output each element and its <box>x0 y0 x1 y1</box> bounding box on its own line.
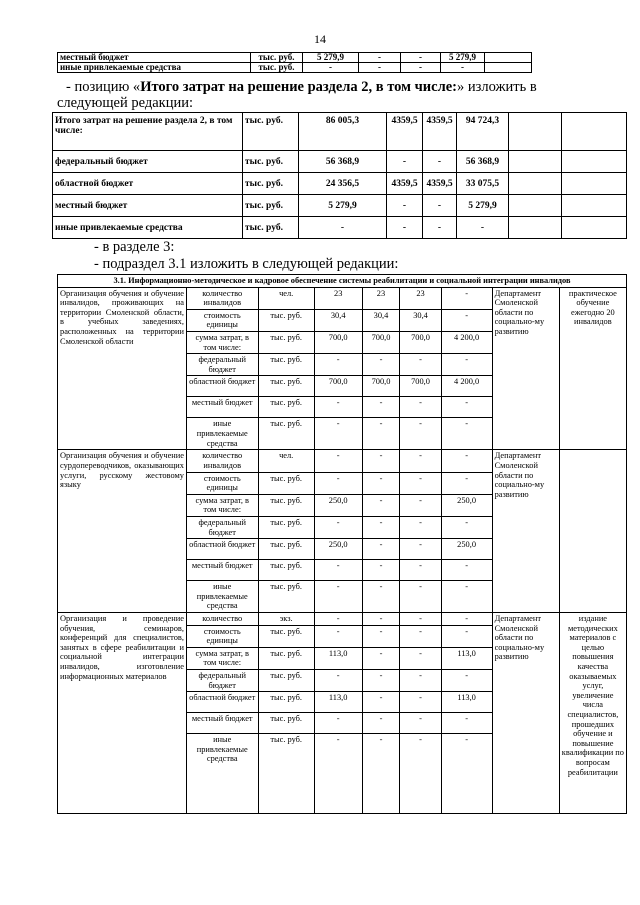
value-cell: - <box>314 450 362 472</box>
section-header: 3.1. Информационно-методическое и кадровое обеспечение системы реабилитации и социальной интеграции инвалидов <box>58 275 627 288</box>
empty-cell <box>509 113 562 151</box>
value-cell: - <box>314 734 362 814</box>
indicator-cell: количество инвалидов <box>186 287 258 309</box>
value-cell: - <box>400 647 441 669</box>
value-cell: 5 279,9 <box>441 53 485 63</box>
value-cell: - <box>441 516 492 538</box>
value-cell: 113,0 <box>314 647 362 669</box>
indicator-cell: стоимость единицы <box>186 625 258 647</box>
result-cell: издание методических материалов с целью повышения качества оказываемых услуг, увеличение числа специалистов, прошедших обучение и повышение квалификации по вопросам реабилитации <box>559 613 626 814</box>
value-cell: - <box>362 354 400 376</box>
value-cell: 700,0 <box>362 376 400 397</box>
empty-cell <box>509 173 562 195</box>
value-cell: - <box>314 418 362 450</box>
value-cell: 700,0 <box>400 331 441 353</box>
unit-cell: тыс. руб. <box>258 734 314 814</box>
value-cell: - <box>441 309 492 331</box>
value-cell: - <box>400 539 441 560</box>
value-cell: - <box>441 734 492 814</box>
empty-cell <box>562 217 627 239</box>
value-cell: - <box>401 53 441 63</box>
value-cell: - <box>400 581 441 613</box>
value-cell: - <box>423 151 457 173</box>
value-cell: - <box>400 560 441 581</box>
row-label: Итого затрат на решение раздела 2, в том числе: <box>53 113 243 151</box>
value-cell: - <box>400 625 441 647</box>
activity-name: Организация обучения и обучение сурдопереводчиков, оказывающих услуги, русскому жестовому языку <box>58 450 187 613</box>
indicator-cell: стоимость единицы <box>186 309 258 331</box>
unit-cell: тыс. руб. <box>258 692 314 713</box>
value-cell: 23 <box>362 287 400 309</box>
unit-cell: чел. <box>258 450 314 472</box>
empty-cell <box>562 151 627 173</box>
indicator-cell: количество инвалидов <box>186 450 258 472</box>
empty-cell <box>509 151 562 173</box>
value-cell: 4359,5 <box>387 173 423 195</box>
value-cell: - <box>441 613 492 626</box>
value-cell: 113,0 <box>441 647 492 669</box>
unit-cell: тыс. руб. <box>258 397 314 418</box>
value-cell: 94 724,3 <box>457 113 509 151</box>
value-cell: - <box>423 195 457 217</box>
value-cell: - <box>400 354 441 376</box>
indicator-cell: сумма затрат, в том числе: <box>186 331 258 353</box>
value-cell: 700,0 <box>400 376 441 397</box>
value-cell: 5 279,9 <box>299 195 387 217</box>
indicator-cell: иные привлекаемые средства <box>186 418 258 450</box>
unit-cell: тыс. руб. <box>258 647 314 669</box>
result-cell <box>559 450 626 613</box>
value-cell: 30,4 <box>314 309 362 331</box>
indicator-cell: стоимость единицы <box>186 472 258 494</box>
value-cell: - <box>441 287 492 309</box>
indicator-cell: сумма затрат, в том числе: <box>186 494 258 516</box>
value-cell: 30,4 <box>362 309 400 331</box>
unit-cell: тыс. руб. <box>243 113 299 151</box>
row-label: местный бюджет <box>58 53 251 63</box>
value-cell: - <box>362 581 400 613</box>
value-cell: - <box>314 397 362 418</box>
value-cell: - <box>359 63 401 73</box>
section2-totals-table <box>52 112 627 239</box>
activity-name: Организация обучения и обучение инвалидов, проживающих на территории Смоленской области, в учебных заведениях, расположенных на территории Смоленской области <box>58 287 187 450</box>
value-cell: 250,0 <box>314 494 362 516</box>
page-number: 14 <box>314 32 326 46</box>
value-cell: - <box>441 397 492 418</box>
unit-cell: тыс. руб. <box>258 376 314 397</box>
value-cell: - <box>362 397 400 418</box>
executor-cell: Департамент Смоленской области по социально-му развитию <box>492 613 559 814</box>
budget-fragment-table <box>57 52 532 73</box>
value-cell: - <box>387 151 423 173</box>
paragraph-section3: - в разделе 3: <box>94 239 175 255</box>
table-row <box>58 613 627 626</box>
value-cell: - <box>441 560 492 581</box>
value-cell: - <box>387 217 423 239</box>
unit-cell: тыс. руб. <box>243 195 299 217</box>
value-cell: - <box>362 450 400 472</box>
executor-cell: Департамент Смоленской области по социально-му развитию <box>492 287 559 450</box>
section-header-row <box>58 275 627 288</box>
unit-cell: тыс. руб. <box>251 63 303 73</box>
value-cell: 56 368,9 <box>299 151 387 173</box>
indicator-cell: областной бюджет <box>186 692 258 713</box>
empty-cell <box>562 173 627 195</box>
unit-cell: тыс. руб. <box>258 472 314 494</box>
value-cell: - <box>400 713 441 734</box>
table-row <box>58 53 532 63</box>
indicator-cell: количество <box>186 613 258 626</box>
row-label: иные привлекаемые средства <box>53 217 243 239</box>
unit-cell: тыс. руб. <box>258 494 314 516</box>
value-cell: 4359,5 <box>423 173 457 195</box>
value-cell: - <box>362 625 400 647</box>
unit-cell: тыс. руб. <box>258 581 314 613</box>
value-cell: - <box>314 625 362 647</box>
unit-cell: чел. <box>258 287 314 309</box>
table-row <box>53 195 627 217</box>
value-cell: - <box>441 581 492 613</box>
value-cell: - <box>359 53 401 63</box>
paragraph-subsection31: - подраздел 3.1 изложить в следующей редакции: <box>94 256 399 272</box>
value-cell: - <box>362 713 400 734</box>
value-cell: - <box>441 713 492 734</box>
unit-cell: тыс. руб. <box>258 670 314 692</box>
indicator-cell: федеральный бюджет <box>186 354 258 376</box>
value-cell: - <box>400 397 441 418</box>
unit-cell: тыс. руб. <box>258 713 314 734</box>
value-cell: - <box>362 560 400 581</box>
empty-cell <box>509 195 562 217</box>
unit-cell: тыс. руб. <box>243 151 299 173</box>
value-cell: - <box>362 472 400 494</box>
indicator-cell: иные привлекаемые средства <box>186 734 258 814</box>
value-cell: - <box>423 217 457 239</box>
value-cell: - <box>441 472 492 494</box>
value-cell: 86 005,3 <box>299 113 387 151</box>
row-label: местный бюджет <box>53 195 243 217</box>
value-cell: 250,0 <box>441 539 492 560</box>
value-cell: 4359,5 <box>387 113 423 151</box>
indicator-cell: иные привлекаемые средства <box>186 581 258 613</box>
empty-cell <box>562 113 627 151</box>
table-row <box>53 151 627 173</box>
unit-cell: тыс. руб. <box>258 331 314 353</box>
value-cell: - <box>400 613 441 626</box>
unit-cell: тыс. руб. <box>258 516 314 538</box>
value-cell: - <box>314 516 362 538</box>
indicator-cell: областной бюджет <box>186 539 258 560</box>
value-cell: - <box>362 670 400 692</box>
value-cell: 250,0 <box>441 494 492 516</box>
value-cell: - <box>400 418 441 450</box>
value-cell: 113,0 <box>441 692 492 713</box>
unit-cell: тыс. руб. <box>258 625 314 647</box>
table-row <box>58 287 627 309</box>
value-cell: 24 356,5 <box>299 173 387 195</box>
value-cell: - <box>400 472 441 494</box>
value-cell: - <box>400 734 441 814</box>
table-row <box>58 450 627 472</box>
indicator-cell: федеральный бюджет <box>186 670 258 692</box>
value-cell: - <box>400 670 441 692</box>
executor-cell: Департамент Смоленской области по социально-му развитию <box>492 450 559 613</box>
indicator-cell: местный бюджет <box>186 560 258 581</box>
result-cell: практическое обучение ежегодно 20 инвалидов <box>559 287 626 450</box>
value-cell: - <box>400 494 441 516</box>
empty-cell <box>562 195 627 217</box>
value-cell: - <box>362 494 400 516</box>
indicator-cell: федеральный бюджет <box>186 516 258 538</box>
activity-name: Организация и проведение обучения, семинаров, конференций для специалистов, занятых в сфере реабилитации и социальной интеграции инвалидов, изготовление информационных материалов <box>58 613 187 814</box>
unit-cell: тыс. руб. <box>258 309 314 331</box>
table-row <box>53 113 627 151</box>
value-cell: 23 <box>400 287 441 309</box>
empty-cell <box>509 217 562 239</box>
value-cell: - <box>400 692 441 713</box>
value-cell: - <box>387 195 423 217</box>
value-cell: - <box>457 217 509 239</box>
unit-cell: тыс. руб. <box>258 560 314 581</box>
value-cell: 23 <box>314 287 362 309</box>
value-cell: 113,0 <box>314 692 362 713</box>
value-cell: - <box>362 734 400 814</box>
table-row <box>58 63 532 73</box>
value-cell: 5 279,9 <box>303 53 359 63</box>
row-label: областной бюджет <box>53 173 243 195</box>
value-cell <box>485 53 532 63</box>
value-cell: - <box>314 581 362 613</box>
value-cell: - <box>314 354 362 376</box>
value-cell: - <box>362 692 400 713</box>
value-cell: - <box>362 647 400 669</box>
value-cell: 30,4 <box>400 309 441 331</box>
indicator-cell: местный бюджет <box>186 397 258 418</box>
value-cell: 700,0 <box>314 331 362 353</box>
value-cell: - <box>314 472 362 494</box>
section31-table <box>57 274 627 814</box>
paragraph-total-position-line2: следующей редакции: <box>57 95 194 111</box>
value-cell: 4 200,0 <box>441 331 492 353</box>
value-cell: - <box>299 217 387 239</box>
value-cell: - <box>314 713 362 734</box>
unit-cell: экз. <box>258 613 314 626</box>
row-label: иные привлекаемые средства <box>58 63 251 73</box>
value-cell: 4359,5 <box>423 113 457 151</box>
value-cell: - <box>401 63 441 73</box>
value-cell: - <box>362 516 400 538</box>
table-row <box>53 173 627 195</box>
unit-cell: тыс. руб. <box>258 418 314 450</box>
value-cell: - <box>314 560 362 581</box>
value-cell: - <box>303 63 359 73</box>
value-cell: - <box>441 418 492 450</box>
indicator-cell: сумма затрат, в том числе: <box>186 647 258 669</box>
value-cell: - <box>362 539 400 560</box>
value-cell: - <box>362 418 400 450</box>
unit-cell: тыс. руб. <box>258 354 314 376</box>
value-cell: 700,0 <box>362 331 400 353</box>
value-cell <box>485 63 532 73</box>
indicator-cell: областной бюджет <box>186 376 258 397</box>
value-cell: - <box>314 670 362 692</box>
value-cell: - <box>441 354 492 376</box>
value-cell: - <box>441 63 485 73</box>
value-cell: - <box>441 450 492 472</box>
value-cell: 4 200,0 <box>441 376 492 397</box>
value-cell: - <box>441 670 492 692</box>
unit-cell: тыс. руб. <box>243 217 299 239</box>
unit-cell: тыс. руб. <box>243 173 299 195</box>
unit-cell: тыс. руб. <box>251 53 303 63</box>
paragraph-total-position: - позицию «Итого затрат на решение раздела 2, в том числе:» изложить в <box>66 79 537 95</box>
row-label: федеральный бюджет <box>53 151 243 173</box>
value-cell: 5 279,9 <box>457 195 509 217</box>
value-cell: 700,0 <box>314 376 362 397</box>
value-cell: - <box>314 613 362 626</box>
value-cell: - <box>400 516 441 538</box>
value-cell: - <box>441 625 492 647</box>
value-cell: - <box>400 450 441 472</box>
unit-cell: тыс. руб. <box>258 539 314 560</box>
value-cell: 33 075,5 <box>457 173 509 195</box>
value-cell: 250,0 <box>314 539 362 560</box>
value-cell: 56 368,9 <box>457 151 509 173</box>
table-row <box>53 217 627 239</box>
indicator-cell: местный бюджет <box>186 713 258 734</box>
value-cell: - <box>362 613 400 626</box>
